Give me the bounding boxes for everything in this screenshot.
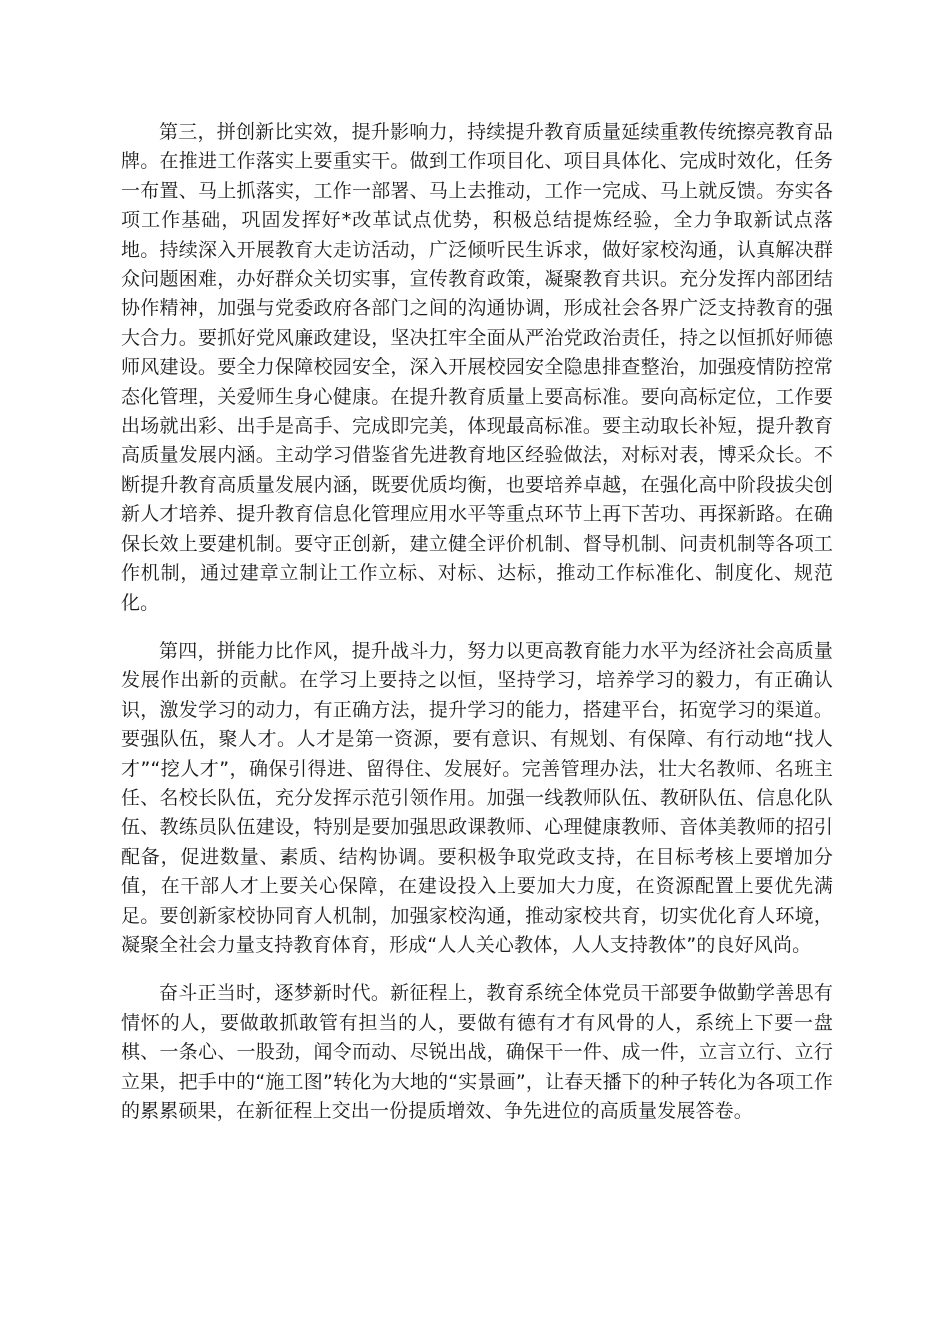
paragraph-third-point: 第三，拼创新比实效，提升影响力，持续提升教育质量延续重教传统擦亮教育品牌。在推进工作落实上要重实干。做到工作项目化、项目具体化、完成时效化，任务一布置、马上抓落实，工作一部署、马上去推动，工作一完成、马上就反馈。夯实各项工作基础，巩固发挥好*改革试点优势，积极总结提炼经验，全力争取新试点落地。持续深入开展教育大走访活动，广泛倾听民生诉求，做好家校沟通，认真解决群众问题困难，办好群众关切实事，宣传教育政策，凝聚教育共识。充分发挥内部团结协作精神，加强与党委政府各部门之间的沟通协调，形成社会各界广泛支持教育的强大合力。要抓好党风廉政建设，坚决扛牢全面从严治党政治责任，持之以恒抓好师德师风建设。要全力保障校园安全，深入开展校园安全隐患排查整治，加强疫情防控常态化管理，关爱师生身心健康。在提升教育质量上要高标准。要向高标定位，工作要出场就出彩、出手是高手、完成即完美，体现最高标准。要主动取长补短，提升教育高质量发展内涵。主动学习借鉴省先进教育地区经验做法，对标对表，博采众长。不断提升教育高质量发展内涵，既要优质均衡，也要培养卓越，在强化高中阶段拔尖创新人才培养、提升教育信息化管理应用水平等重点环节上再下苦功、再探新路。在确保长效上要建机制。要守正创新，建立健全评价机制、督导机制、问责机制等各项工作机制，通过建章立制让工作立标、对标、达标，推动工作标准化、制度化、规范化。 [121,121,833,614]
paragraph-conclusion: 奋斗正当时，逐梦新时代。新征程上，教育系统全体党员干部要争做勤学善思有情怀的人，要做敢抓敢管有担当的人，要做有德有才有风骨的人，系统上下要一盘棋、一条心、一股劲，闻令而动、尽锐出战，确保干一件、成一件，立言立行、立行立果，把手中的“施工图”转化为大地的“实景画”，让春天播下的种子转化为各项工作的累累硕果，在新征程上交出一份提质增效、争先进位的高质量发展答卷。 [121,982,833,1122]
document-body [121,118,833,1145]
paragraph-fourth-point: 第四，拼能力比作风，提升战斗力，努力以更高教育能力水平为经济社会高质量发展作出新的贡献。在学习上要持之以恒，坚持学习，培养学习的毅力，有正确认识，激发学习的动力，有正确方法，提升学习的能力，搭建平台，拓宽学习的渠道。要强队伍，聚人才。人才是第一资源，要有意识、有规划、有保障、有行动地“找人才”“挖人才”，确保引得进、留得住、发展好。完善管理办法，壮大名教师、名班主任、名校长队伍，充分发挥示范引领作用。加强一线教师队伍、教研队伍、信息化队伍、教练员队伍建设，特别是要加强思政课教师、心理健康教师、音体美教师的招引配备，促进数量、素质、结构协调。要积极争取党政支持，在目标考核上要增加分值，在干部人才上要关心保障，在建设投入上要加大力度，在资源配置上要优先满足。要创新家校协同育人机制，加强家校沟通，推动家校共育，切实优化育人环境，凝聚全社会力量支持教育体育，形成“人人关心教体，人人支持教体”的良好风尚。 [121,639,833,956]
